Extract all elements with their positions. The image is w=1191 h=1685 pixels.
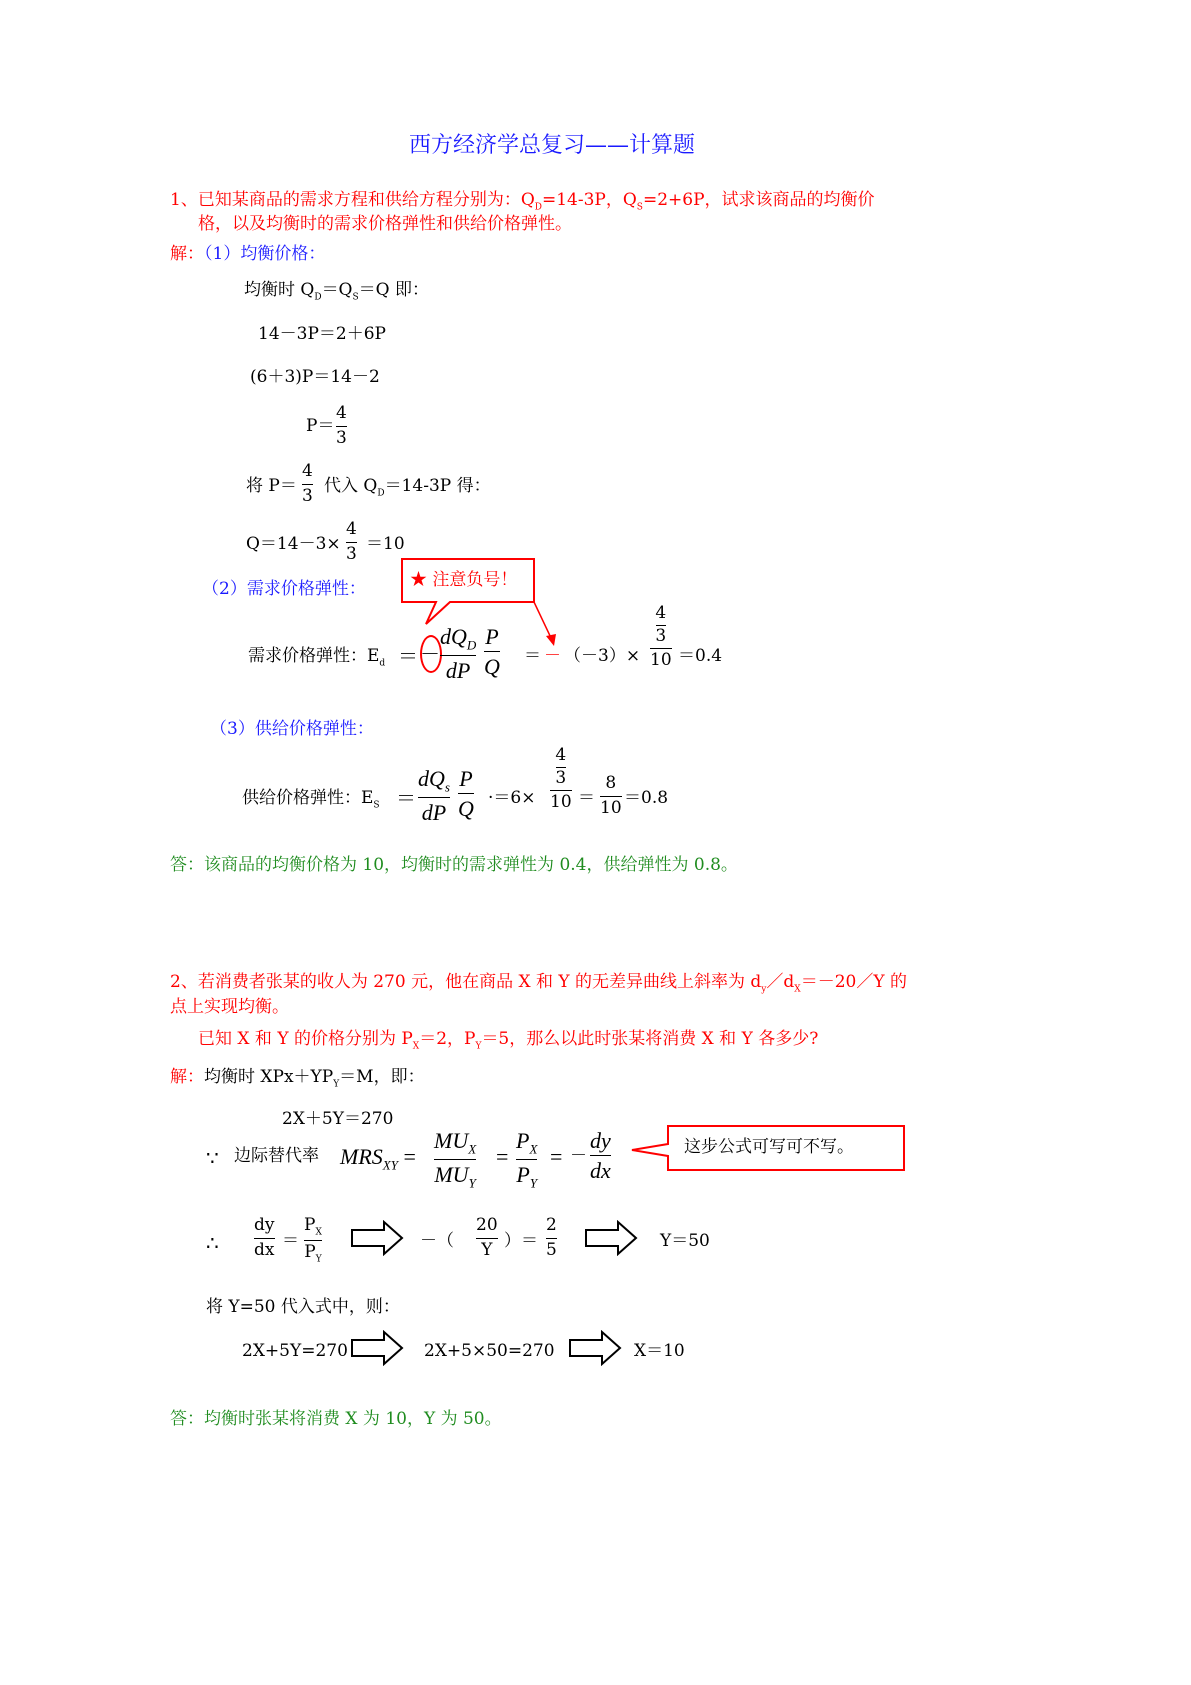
q2-question-line3: 已知 X 和 Y 的价格分别为 $P_X=2$，$P_Y=5$，那么以此时张某将消费 X 和 Y 各多少? [198,1029,819,1052]
because-symbol: ∵ [206,1146,219,1170]
q1-eq-line6-b: ＝10 [366,534,405,554]
callout-note-text: ★ 注意负号！ [410,570,518,590]
q1-part2-label: （2）需求价格弹性： [202,579,366,599]
q1-answer: 答：该商品的均衡价格为 10，均衡时的需求弹性为 0.4，供给弹性为 0.8。 [170,855,738,875]
chain-step-1: 2X+5Y=270 [242,1341,348,1361]
q1-eq-line6-a: Q＝14－3× [246,534,341,554]
right-arrow-icon [350,1330,404,1366]
demand-eq-sign: ＝ [398,644,418,668]
q2-solution-line: 解：均衡时 $XPx+YP_Y=M$，即： [170,1067,425,1090]
demand-eq-sign2: ＝ [524,646,541,666]
substitute-line: 将 Y=50 代入式中，则： [206,1297,400,1317]
q2-solution-label: 解： [170,1067,204,1087]
q1-eq-line5-a: 将 P＝ [246,476,297,496]
fraction-px-over-py: $P_X$ $P_Y$ [516,1128,538,1191]
fraction-4-over-3: 4 3 [302,461,313,506]
right-arrow-icon [568,1330,622,1366]
fraction-4-over-3: 4 3 [346,519,357,564]
q2-eq-line2: 2X＋5Y＝270 [282,1109,394,1129]
fraction-4-over-3-over-10: 4 3 10 [650,603,672,671]
page-title: 西方经济学总复习——计算题 [409,133,696,158]
q1-part3-label: （3）供给价格弹性： [210,719,374,739]
fraction-8-over-10: 8 10 [600,773,622,818]
q1-eq-line5-b: 代入 $Q_D=14-3P$ 得： [324,476,491,499]
fraction-p-over-q: P Q [458,766,474,822]
mrs-label: 边际替代率 [234,1146,319,1166]
fraction-20-over-y: 20 Y [476,1215,498,1260]
q2-question-line2: 点上实现均衡。 [170,997,289,1017]
fraction-2-over-5: 2 5 [546,1215,557,1260]
supply-eq-sign2: ＝ [578,788,595,808]
fraction-p-over-q: P Q [484,624,500,680]
q1-eq-line2: 14－3P＝2＋6P [258,324,386,344]
q1-solution-header [170,245,325,264]
demand-minus: － [420,642,440,666]
q1-part1-label: （1）均衡价格： [204,244,326,264]
mrs-lhs: $MRS_{XY}$ = [340,1144,416,1173]
q1-question-line2: 格，以及均衡时的需求价格弹性和供给价格弹性。 [198,214,572,234]
supply-result: ＝0.8 [624,788,669,808]
eq-sign: ＝ [282,1231,299,1251]
fraction-dqd-over-dp: $dQ_D$ dP [440,624,477,684]
mrs-minus: － [570,1146,587,1166]
fraction-dqs-over-dp: $dQ_s$ dP [418,766,450,826]
fraction-mux-over-muy: $MU_X$ $MU_Y$ [434,1128,477,1191]
demand-elasticity-label: 需求价格弹性：$E_d$ [248,646,386,669]
demand-result: ＝0.4 [678,646,723,666]
neg-paren-open: －（ [420,1231,454,1251]
result-y: Y＝50 [660,1231,710,1251]
supply-elasticity-label: 供给价格弹性：$E_S$ [242,788,380,811]
q2-answer: 答：均衡时张某将消费 X 为 10，Y 为 50。 [170,1409,502,1429]
fraction-dy-over-dx: dy dx [254,1215,275,1260]
right-arrow-icon [584,1220,638,1256]
q1-question-line1: 1、已知某商品的需求方程和供给方程分别为：$Q_D=14-3P$，$Q_S=2+6P$，试求该商品的均衡价 [170,190,875,213]
callout-optional-text: 这步公式可写可不写。 [684,1137,854,1157]
fraction-4-over-3-over-10: 4 3 10 [550,745,572,813]
fraction-4-over-3: 4 3 [336,403,347,448]
paren-close-eq: ）＝ [504,1231,538,1251]
chain-step-2: 2X+5×50=270 [424,1341,555,1361]
q1-eq-line4-lhs: P＝ [306,416,335,436]
fraction-px-over-py: $P_X$ $P_Y$ [304,1215,322,1265]
q2-question-line1: 2、若消费者张某的收人为 270 元，他在商品 X 和 Y 的无差异曲线上斜率为 $d_y/d_X=-20/Y$ 的 [170,972,907,995]
chain-step-3: X＝10 [634,1341,685,1361]
q1-eq-line3: (6＋3)P＝14－2 [250,367,380,387]
therefore-symbol: ∴ [206,1231,219,1255]
q1-solution-label: 解： [170,244,204,264]
demand-red-minus: － [544,646,561,666]
supply-rest: ·＝6× [488,788,536,808]
q1-eq-line1: 均衡时 $Q_D=Q_S=Q$ 即： [244,280,430,303]
supply-eq-sign: ＝ [396,786,416,810]
fraction-dy-over-dx: dy dx [590,1128,611,1184]
right-arrow-icon [350,1220,404,1256]
demand-rest: （－3）× [564,646,641,666]
